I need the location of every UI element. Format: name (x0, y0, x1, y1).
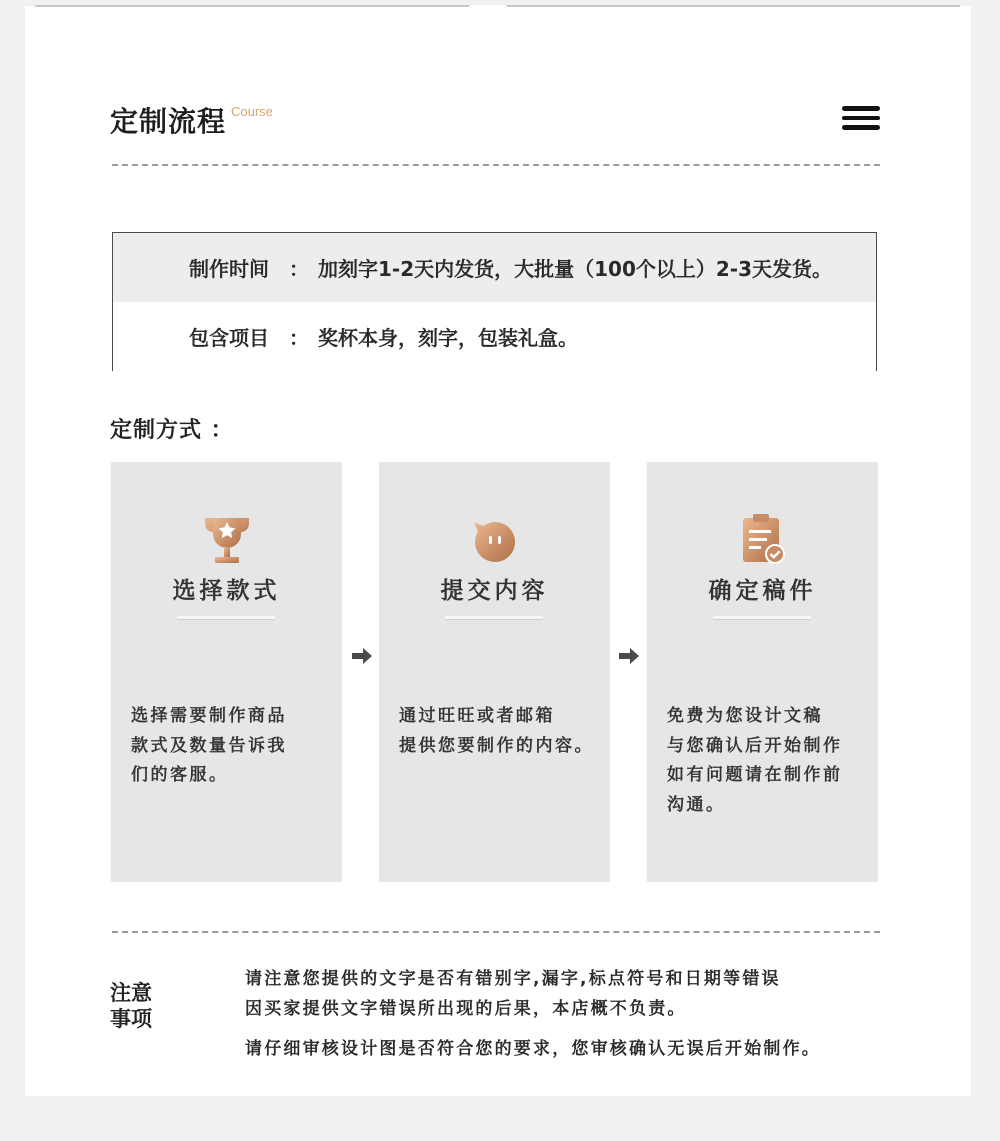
desc-line: 如有问题请在制作前 (667, 765, 843, 785)
desc-line: 免费为您设计文稿 (667, 706, 823, 726)
step-card-confirm-draft (647, 462, 878, 882)
row-value: 加刻字1-2天内发货，大批量（100个以上）2-3天发货。 (318, 257, 833, 281)
desc-line: 款式及数量告诉我 (131, 735, 287, 756)
dashed-divider (112, 164, 880, 166)
trophy-icon (201, 510, 253, 570)
desc-line: 与您确认后开始制作 (667, 735, 843, 756)
step-description (131, 702, 341, 791)
desc-line: 通过旺旺或者邮箱 (399, 706, 555, 726)
desc-line: 选择需要制作商品 (131, 706, 287, 726)
page-title: 定制流程 (110, 105, 227, 138)
step-underline (177, 616, 275, 620)
desc-line: 们的客服。 (131, 765, 229, 785)
row-colon: ： (289, 257, 309, 281)
table-row (113, 233, 876, 303)
desc-line: 提供您要制作的内容。 (399, 735, 594, 756)
chat-bubble-icon (469, 510, 521, 570)
hamburger-menu-icon[interactable] (842, 106, 880, 132)
step-underline (713, 616, 811, 620)
table-row (113, 302, 876, 371)
notes-label-line: 事项 (110, 1007, 152, 1031)
method-title: 定制方式 ： (110, 418, 234, 443)
info-table (112, 232, 877, 371)
step-title: 确定稿件 (708, 578, 817, 604)
note-line: 因买家提供文字错误所出现的后果，本店概不负责。 (245, 999, 687, 1019)
row-colon: ： (289, 326, 309, 350)
top-divider (35, 5, 960, 7)
row-label: 包含项目 (189, 326, 269, 350)
step-card-select-style (111, 462, 342, 882)
dashed-divider (112, 931, 880, 933)
clipboard-check-icon (737, 510, 789, 570)
step-card-submit-content (379, 462, 610, 882)
step-description (667, 702, 877, 820)
page-subtitle: Course (231, 104, 273, 119)
note-line: 请注意您提供的文字是否有错别字,漏字,标点符号和日期等错误 (245, 969, 781, 989)
arrow-right-icon (618, 646, 640, 666)
desc-line: 沟通。 (667, 794, 726, 815)
note-line: 请仔细审核设计图是否符合您的要求，您审核确认无误后开始制作。 (245, 1039, 821, 1059)
step-underline (445, 616, 543, 620)
row-value: 奖杯本身，刻字，包装礼盒。 (318, 326, 578, 350)
row-label: 制作时间 (189, 257, 269, 281)
arrow-right-icon (351, 646, 373, 666)
step-title: 提交内容 (440, 578, 549, 604)
notes-label (110, 980, 152, 1032)
step-description (399, 702, 609, 761)
step-title: 选择款式 (172, 578, 281, 604)
notes-label-line: 注意 (110, 981, 152, 1005)
